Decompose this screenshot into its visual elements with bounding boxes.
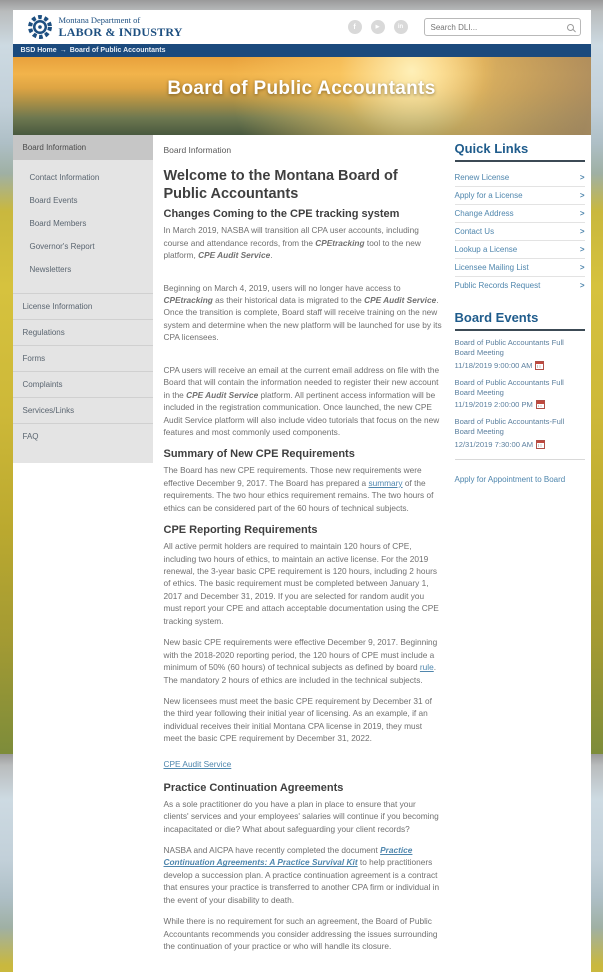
board-event (455, 417, 585, 449)
youtube-icon[interactable]: ▶ (371, 20, 385, 34)
event-title-link[interactable]: Board of Public Accountants Full Board Meeting (454, 377, 564, 397)
chevron-right-icon: > (579, 263, 585, 272)
paragraph: The Board has new CPE requirements. Those new requirements were effective December 9, 2017. The Board has prepared a summary of the requirements. The two hour ethics requirement remains. The two hours of ethics can be considered part of the 60 hours of technical subjects. (163, 465, 434, 513)
sidebar-item-board-information[interactable]: Board Information (13, 135, 153, 160)
search-icon[interactable] (567, 24, 574, 31)
left-sidebar-nav (13, 135, 153, 463)
sidebar-item-governors-report[interactable]: Governor's Report (29, 242, 95, 251)
breadcrumb-home-link[interactable]: BSD Home (20, 47, 57, 54)
board-event (455, 338, 585, 370)
agency-logo[interactable] (26, 13, 183, 41)
paragraph: New basic CPE requirements were effective December 9, 2017. Beginning with the 2018-2020 reporting period, the 120 hours of CPE must include a minimum of 50% (60 hours) of technical subjects as defined by board rule. The mandatory 2 hours of ethics are included in the technical subjects. (163, 637, 438, 685)
paragraph: New licensees must meet the basic CPE requirement by December 31 of the third year following their initial year of licensing. As an example, if an individual receives their initial Montana CPA license in 2019, they must meet the basic CPE requirement by December 31, 2022. (163, 695, 432, 744)
sidebar-item-complaints[interactable]: Complaints (13, 371, 153, 397)
chevron-right-icon: > (579, 209, 585, 218)
search-box[interactable] (424, 18, 581, 36)
sidebar-item-faq[interactable]: FAQ (13, 423, 153, 449)
event-date: 11/18/2019 9:00:00 AM (454, 360, 533, 370)
search-input[interactable] (431, 23, 567, 32)
paragraph: CPA users will receive an email at the current email address on file with the Board that will contain the information needed to register their new account in the CPE Audit Service platform. All pertinent access information will be included in the registration communication. Once launched, the new CPE Audit Service platform will also include video tutorials that focus on the new features and most commonly used components. (163, 364, 440, 437)
quick-link-renew-license[interactable]: Renew License > (455, 169, 585, 187)
paragraph: NASBA and AICPA have recently completed the document Practice Continuation Agreements: A Practice Survival Kit to help practitioners develop a succession plan. A practice continuation agreement is a contract that ensures your practice is transferred to another CPA firm or individual in the event of your disability to death. (163, 845, 440, 905)
reporting-heading: CPE Reporting Requirements (163, 524, 318, 537)
welcome-heading: Welcome to the Montana Board of Public Accountants (163, 168, 398, 203)
event-date: 11/19/2019 2:00:00 PM (454, 400, 533, 409)
event-title-link[interactable]: Board of Public Accountants Full Board Meeting (454, 338, 564, 358)
board-event (455, 378, 585, 410)
quick-link-apply-for-license[interactable]: Apply for a License > (455, 187, 585, 205)
hero-banner (13, 57, 591, 135)
quick-link-contact-us[interactable]: Contact Us > (455, 223, 585, 241)
board-events-heading: Board Events (455, 310, 585, 331)
chevron-right-icon: > (579, 245, 585, 254)
linkedin-icon[interactable]: in (394, 20, 408, 34)
quick-link-licensee-mailing-list[interactable]: Licensee Mailing List > (455, 259, 585, 277)
paragraph: While there is no requirement for such an agreement, the Board of Public Accountants recommends you consider addressing the issues surrounding the continuation of your practice or who will handle its closure. (163, 916, 438, 952)
divider (455, 459, 585, 460)
breadcrumb-separator: → (59, 47, 67, 54)
chevron-right-icon: > (579, 227, 585, 236)
social-links (348, 20, 408, 34)
breadcrumb-current: Board of Public Accountants (69, 47, 166, 54)
board-events-section (455, 310, 585, 487)
sidebar-item-newsletters[interactable]: Newsletters (29, 265, 72, 274)
gear-logo-icon (26, 13, 54, 41)
sidebar-item-board-members[interactable]: Board Members (29, 219, 87, 228)
quick-link-lookup-license[interactable]: Lookup a License > (455, 241, 585, 259)
calendar-icon[interactable] (536, 400, 545, 409)
summary-heading: Summary of New CPE Requirements (163, 448, 355, 461)
logo-line2: LABOR & INDUSTRY (58, 24, 183, 39)
cpe-changes-heading: Changes Coming to the CPE tracking system (163, 208, 400, 221)
sidebar-item-contact-information[interactable]: Contact Information (29, 173, 100, 182)
quick-link-public-records-request[interactable]: Public Records Request > (454, 281, 585, 290)
quick-link-change-address[interactable]: Change Address > (455, 205, 585, 223)
sidebar-item-services-links[interactable]: Services/Links (13, 397, 153, 423)
calendar-icon[interactable] (535, 361, 544, 370)
chevron-right-icon: > (579, 191, 585, 200)
paragraph: Beginning on March 4, 2019, users will no longer have access to CPEtracking as their historical data is migrated to the CPE Audit Service. Once the transition is complete, Board staff will receive training on the new system and determine when the new platform will be launched for use by its CPA licensees. (163, 282, 442, 343)
cpe-audit-service-link[interactable]: CPE Audit Service (163, 758, 232, 769)
page-title: Board of Public Accountants (167, 78, 436, 99)
chevron-right-icon: > (579, 281, 585, 290)
event-title-link[interactable]: Board of Public Accountants-Full Board Meeting (454, 417, 565, 437)
breadcrumb (13, 44, 591, 57)
right-sidebar (455, 135, 591, 487)
section-label: Board Information (163, 145, 232, 155)
quick-links-heading: Quick Links (455, 141, 585, 162)
quick-links-list (455, 169, 585, 294)
paragraph: In March 2019, NASBA will transition all CPA user accounts, including course and attendance records, from the CPEtracking tool to the new platform, CPE Audit Service. (163, 225, 421, 261)
logo-line1: Montana Department of (58, 14, 141, 25)
chevron-right-icon: > (579, 173, 585, 182)
calendar-icon[interactable] (536, 440, 545, 449)
site-header (13, 10, 591, 44)
page-container (13, 10, 591, 972)
sidebar-item-board-events[interactable]: Board Events (29, 196, 78, 205)
event-date: 12/31/2019 7:30:00 AM (454, 439, 534, 449)
paragraph: All active permit holders are required to maintain 120 hours of CPE, including two hours of ethics, to maintain an active license. For the 2019 renewal, the 3-year basic CPE requirement is 120 hours, including 2 hours of ethics. The basic requirement must be completed between January 1, 2017 and December 31, 2019. If you are selected for random audit you must report your CPE and attach acceptable documentation using the CPE tracking system. (163, 541, 439, 626)
main-content (153, 135, 455, 972)
apply-appointment-link[interactable]: Apply for Appointment to Board (454, 474, 566, 484)
sidebar-item-license-information[interactable]: License Information (13, 293, 153, 319)
sidebar-item-forms[interactable]: Forms (13, 345, 153, 371)
sidebar-item-regulations[interactable]: Regulations (13, 319, 153, 345)
facebook-icon[interactable]: f (348, 20, 362, 34)
paragraph: As a sole practitioner do you have a plan in place to ensure that your clients' services and your employees' salaries will continue if you becoming incapacitated or die? What about safeguarding your client records? (163, 798, 439, 834)
practice-heading: Practice Continuation Agreements (163, 781, 344, 794)
